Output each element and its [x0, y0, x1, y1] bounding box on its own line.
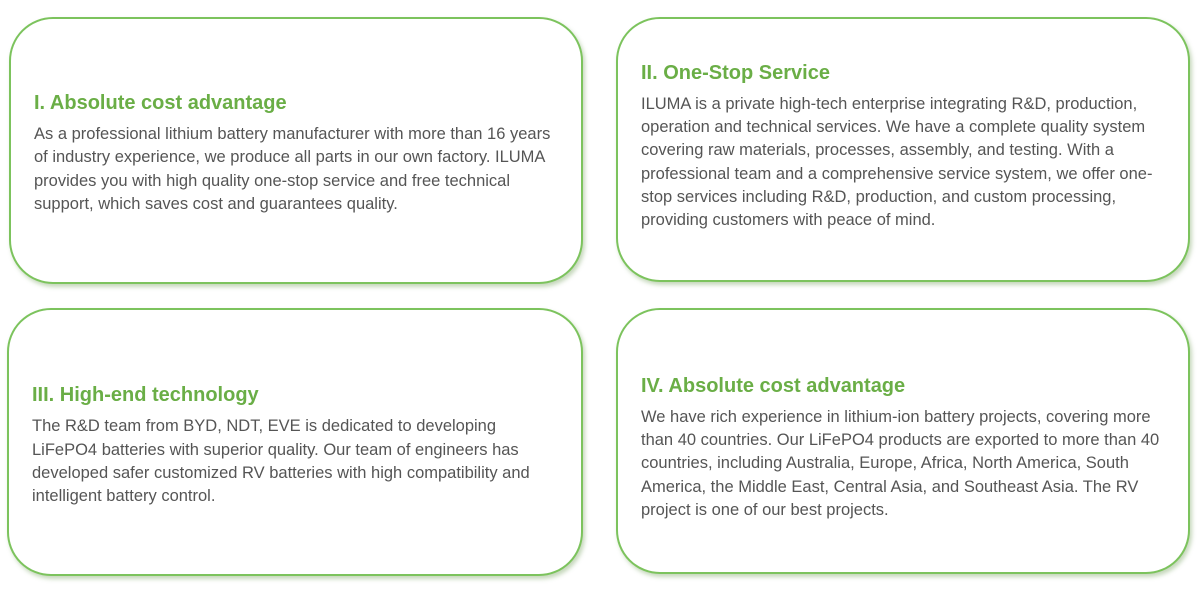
- feature-card-cost-advantage: [9, 17, 583, 284]
- card-title: III. High-end technology: [32, 384, 259, 407]
- card-title: I. Absolute cost advantage: [34, 91, 287, 114]
- card-title: IV. Absolute cost advantage: [641, 374, 906, 397]
- card-title: II. One-Stop Service: [641, 61, 830, 84]
- feature-card-high-end-technology: [7, 308, 583, 576]
- feature-card-one-stop-service: [616, 17, 1190, 282]
- card-body-text: We have rich experience in lithium-ion battery projects, covering more than 40 countries. Our LiFePO4 products are exported to more than 40 countries, including Australia, Europe, Africa, North America, South America, the Middle East, Central Asia, and Southeast Asia. The RV project is one of our best projects.: [641, 407, 1160, 519]
- feature-card-export-experience: [616, 308, 1190, 574]
- card-body-text: As a professional lithium battery manufacturer with more than 16 years of industry experience, we produce all parts in our own factory. ILUMA provides you with high quality one-stop service and free technical support, which saves cost and guarantees quality.: [34, 124, 551, 213]
- card-body-text: The R&D team from BYD, NDT, EVE is dedicated to developing LiFePO4 batteries with superior quality. Our team of engineers has developed safer customized RV batteries with high compatibility and intelligent battery control.: [32, 417, 530, 506]
- card-body-text: ILUMA is a private high-tech enterprise integrating R&D, production, operation and technical services. We have a complete quality system covering raw materials, processes, assembly, and testing. With a professional team and a comprehensive service system, we offer one-stop services including R&D, production, and custom processing, providing customers with peace of mind.: [641, 94, 1153, 230]
